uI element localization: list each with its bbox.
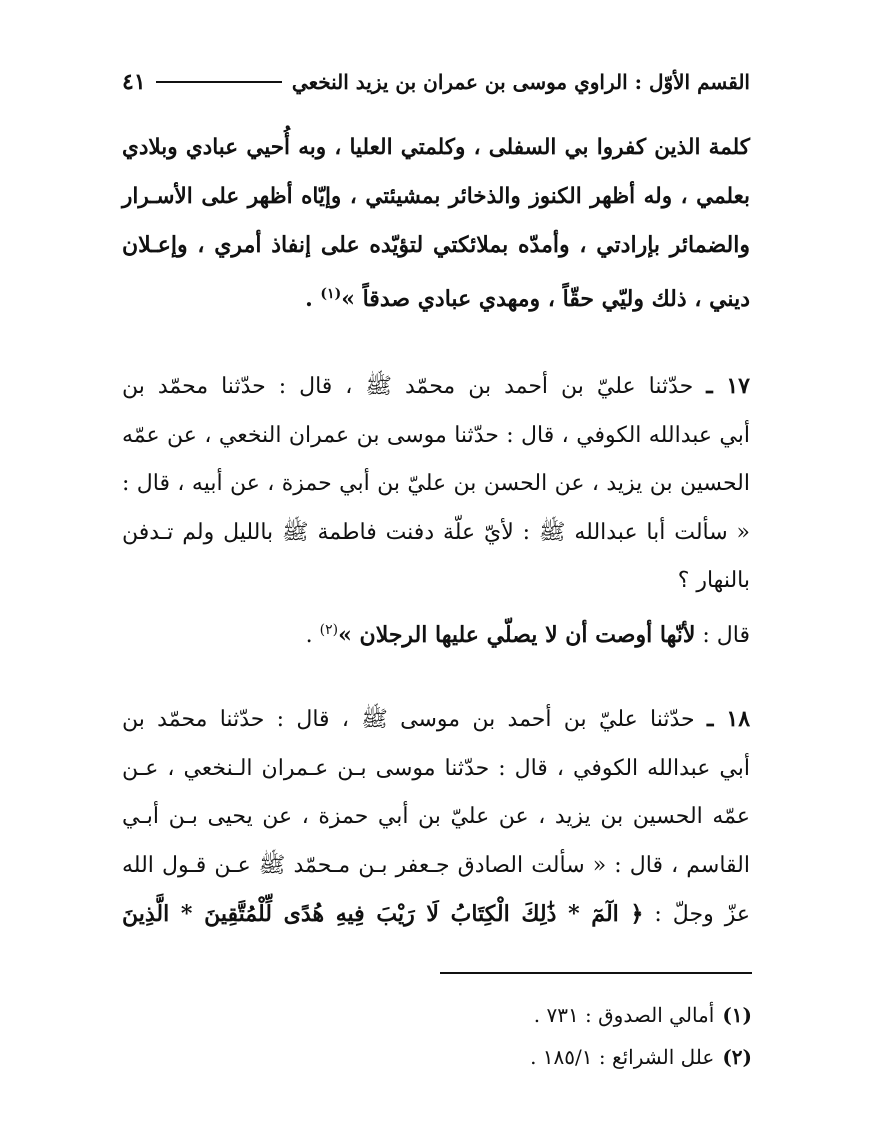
footnote-ref: (١) bbox=[320, 285, 342, 302]
footnotes bbox=[332, 994, 752, 1078]
text-line: الحسين بن يزيد ، عن الحسن بن عليّ بن أبي حمزة ، عن أبيه ، قال : bbox=[122, 471, 750, 496]
text-segment: قال : bbox=[695, 623, 750, 648]
footnote-separator bbox=[440, 972, 752, 974]
text-segment: ديني ، ذلك وليّي حقّاً ، ومهدي عبادي صدقاً » bbox=[341, 285, 750, 312]
text-line: بعلمي ، وله أظهر الكنوز والذخائر بمشيئتي ، وإيّاه أظهر على الأسـرار bbox=[122, 183, 750, 209]
hadith-17 bbox=[122, 362, 750, 606]
running-header bbox=[122, 62, 750, 102]
hadith-number: ١٨ ـ bbox=[706, 706, 751, 732]
text-line: أبي عبدالله الكوفي ، قال : حدّثنا موسى بن عمران النخعي ، عن عمّه bbox=[122, 422, 750, 448]
footnote-item bbox=[332, 994, 752, 1036]
text-line bbox=[122, 270, 750, 324]
text-line bbox=[122, 890, 750, 940]
paragraph-continuation bbox=[122, 124, 750, 323]
text-line: كلمة الذين كفروا بي السفلى ، وكلمتي العليا ، وبه أُحيي عبادي وبلادي bbox=[122, 135, 750, 160]
footnote-ref: (٢) bbox=[319, 622, 339, 638]
header-rule bbox=[156, 81, 282, 83]
answer-text: لأنّها أوصت أن لا يصلّي عليها الرجلان » bbox=[338, 622, 696, 648]
text-line bbox=[122, 606, 750, 661]
footnote-item bbox=[332, 1036, 752, 1078]
page-number: ٤١ bbox=[122, 69, 146, 95]
text-end: . bbox=[305, 285, 321, 312]
header-title: القسم الأوّل : الراوي موسى بن عمران بن يزيد النخعي bbox=[291, 70, 750, 94]
text-segment: حدّثنا عليّ بن أحمد بن محمّد ﷺ ، قال : حدّثنا محمّد بن bbox=[122, 374, 707, 399]
text-line: عمّه الحسين بن يزيد ، عن عليّ بن أبي حمزة ، عن يحيى بـن أبـي bbox=[122, 804, 750, 829]
footnote-number: (١) bbox=[722, 1003, 752, 1027]
text-line: بالنهار ؟ bbox=[677, 568, 750, 593]
text-line: « سألت أبا عبدالله ﷺ : لأيّ علّة دفنت فاطمة ﷺ بالليل ولم تـدفن bbox=[122, 519, 750, 545]
text-end: . bbox=[305, 623, 320, 648]
text-line: أبي عبدالله الكوفي ، قال : حدّثنا موسى بـن عـمران الـنخعي ، عـن bbox=[122, 755, 750, 781]
hadith-17-answer bbox=[122, 606, 750, 661]
hadith-number: ١٧ ـ bbox=[706, 373, 750, 399]
hadith-18 bbox=[122, 695, 750, 940]
text-line bbox=[122, 695, 750, 745]
text-segment: عزّ وجلّ : bbox=[643, 902, 750, 927]
footnote-number: (٢) bbox=[722, 1045, 752, 1069]
quran-verse: ﴿ الٓمٓ * ذَٰلِكَ الْكِتَابُ لَا رَيْبَ فِيهِ هُدًى لِّلْمُتَّقِينَ * الَّذِينَ bbox=[122, 901, 644, 927]
text-line: القاسم ، قال : « سألت الصادق جـعفر بـن مـحمّد ﷺ عـن قـول الله bbox=[122, 852, 750, 878]
text-segment: حدّثنا عليّ بن أحمد بن موسى ﷺ ، قال : حدّثنا محمّد بن bbox=[122, 707, 707, 732]
text-line bbox=[122, 362, 750, 412]
footnote-text: أمالي الصدوق : ٧٣١ . bbox=[533, 1003, 715, 1027]
text-line: والضمائر بإرادتي ، وأمدّه بملائكتي لتؤيّده على إنفاذ أمري ، وإعـلان bbox=[122, 232, 750, 258]
footnote-text: علل الشرائع : ١٨٥/١ . bbox=[530, 1045, 715, 1069]
